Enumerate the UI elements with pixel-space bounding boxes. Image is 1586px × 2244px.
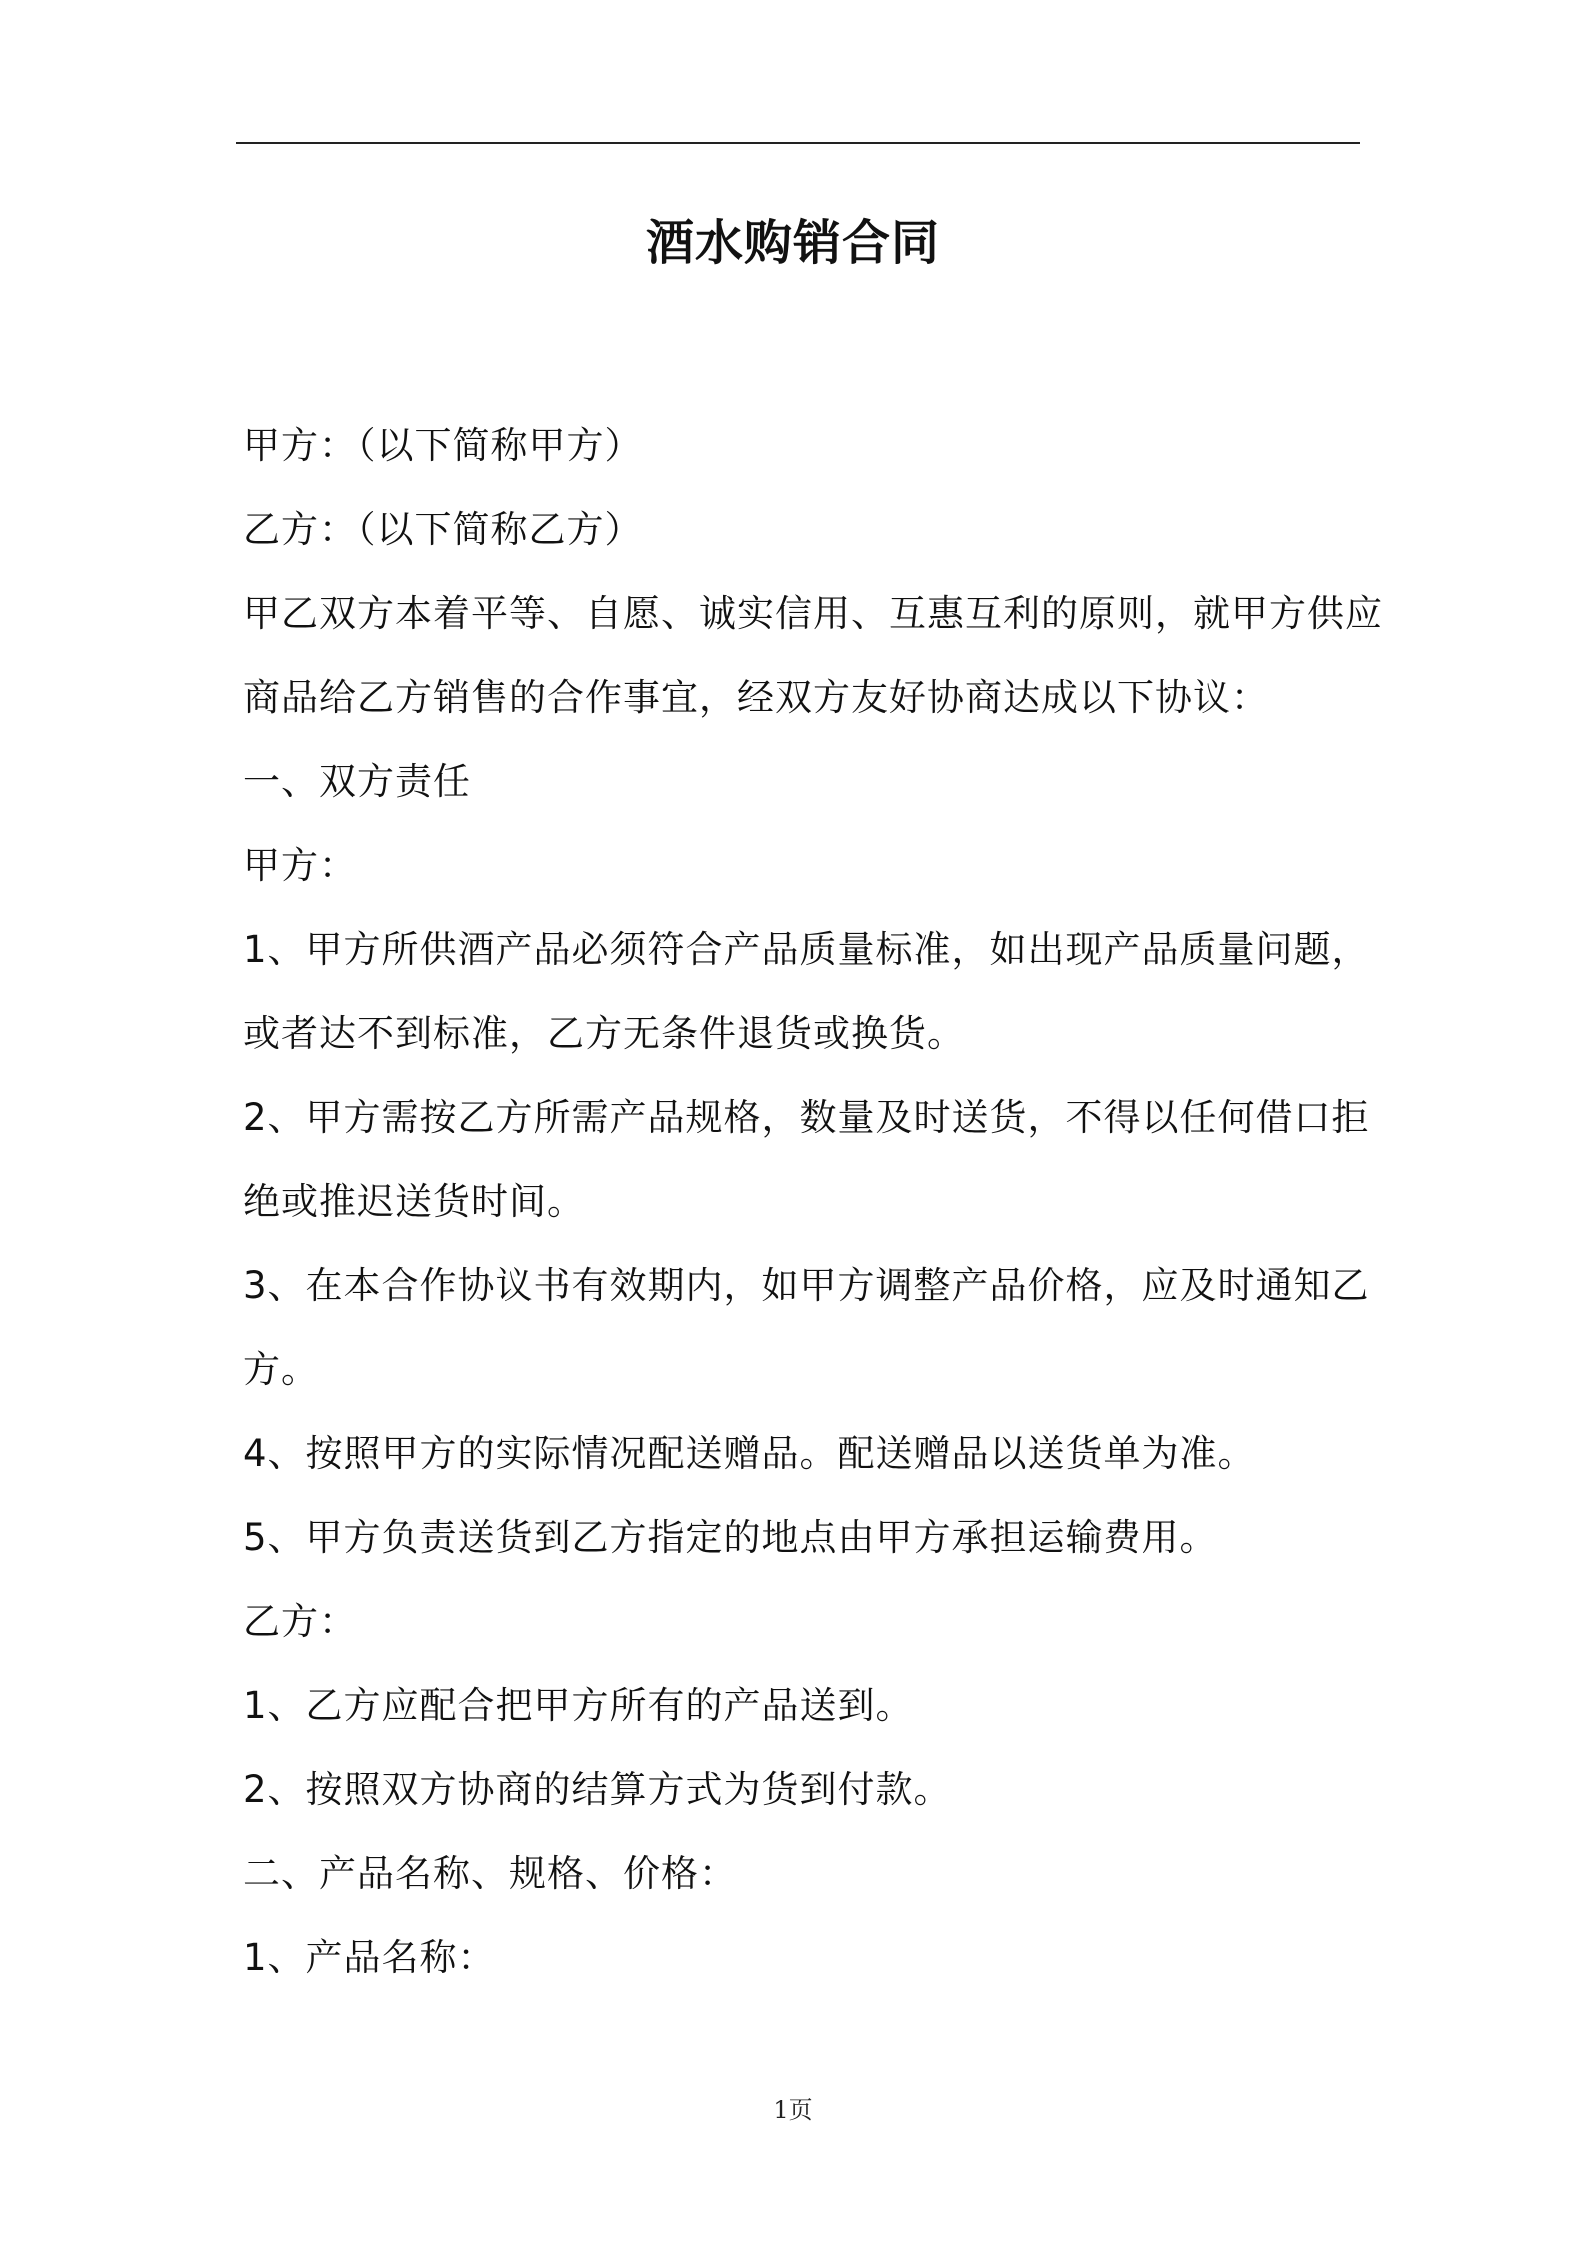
party-a-clause-2-line-2: 绝或推迟送货时间。 <box>243 1180 585 1223</box>
party-a-clause-5: 5、甲方负责送货到乙方指定的地点由甲方承担运输费用。 <box>243 1516 1218 1559</box>
party-a-clause-1-line-2: 或者达不到标准，乙方无条件退货或换货。 <box>243 1012 965 1055</box>
preamble-line-1: 甲乙双方本着平等、自愿、诚实信用、互惠互利的原则，就甲方供应 <box>243 592 1383 635</box>
party-a-clause-2-line-1: 2、甲方需按乙方所需产品规格，数量及时送货，不得以任何借口拒 <box>243 1096 1370 1139</box>
product-name-item: 1、产品名称： <box>243 1936 496 1979</box>
document-title: 酒水购销合同 <box>645 215 940 271</box>
party-a-clause-3-line-2: 方。 <box>243 1348 319 1391</box>
party-a-line: 甲方：（以下简称甲方） <box>243 424 643 467</box>
section-heading-responsibilities: 一、双方责任 <box>243 760 471 803</box>
preamble-line-2: 商品给乙方销售的合作事宜，经双方友好协商达成以下协议： <box>243 676 1269 719</box>
party-a-clause-4: 4、按照甲方的实际情况配送赠品。配送赠品以送货单为准。 <box>243 1432 1256 1475</box>
document-body <box>243 404 1383 2000</box>
header-rule <box>236 142 1360 144</box>
section-heading-products: 二、产品名称、规格、价格： <box>243 1852 737 1895</box>
page-number: 1页 <box>773 2096 813 2124</box>
party-a-clause-1-line-1: 1、甲方所供酒产品必须符合产品质量标准，如出现产品质量问题， <box>243 928 1370 971</box>
party-b-line: 乙方：（以下简称乙方） <box>243 508 643 551</box>
party-b-clause-2: 2、按照双方协商的结算方式为货到付款。 <box>243 1768 952 1811</box>
party-a-subheading: 甲方： <box>243 844 357 887</box>
party-a-clause-3-line-1: 3、在本合作协议书有效期内，如甲方调整产品价格，应及时通知乙 <box>243 1264 1370 1307</box>
party-b-subheading: 乙方： <box>243 1600 357 1643</box>
party-b-clause-1: 1、乙方应配合把甲方所有的产品送到。 <box>243 1684 914 1727</box>
